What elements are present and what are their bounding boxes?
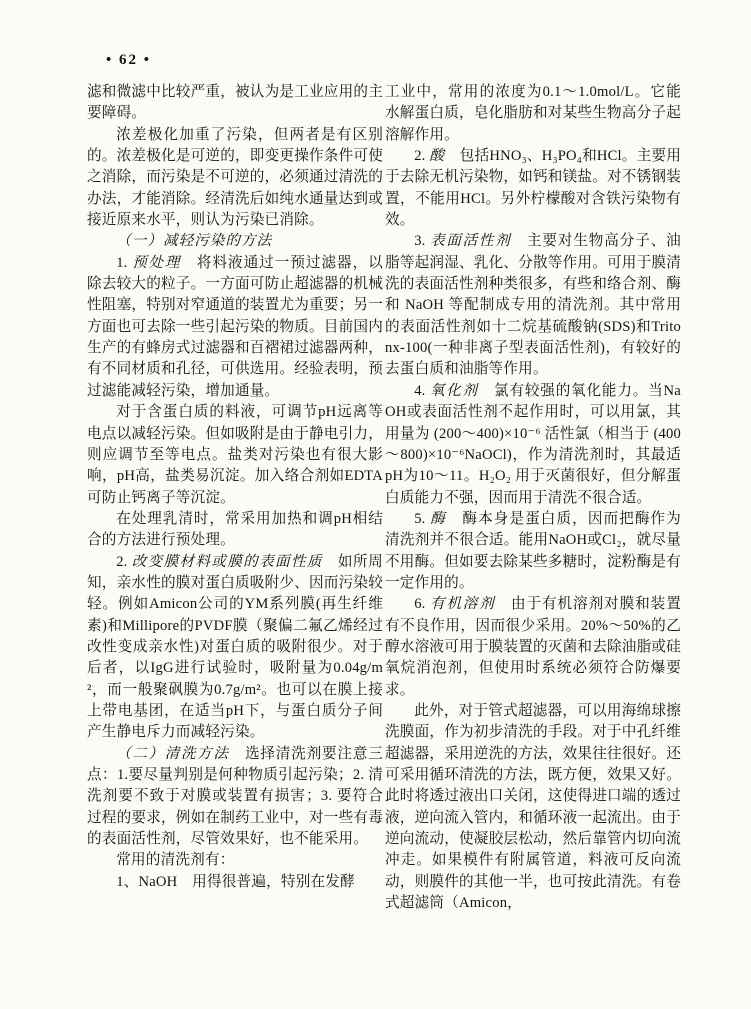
body-text: 滤和微滤中比较严重，被认为是工业应用的主要障碍。 — [87, 84, 383, 122]
body-text: 选择清洗剂要注意三点：1.要尽量判别是何种物质引起污染；2. 清洗剂要不致于对膜或装置有损害；3. 要符合过程的要求，例如在制药工业中，对一些有毒的表面活性剂，尽管效果好，也不能采用。 — [87, 745, 383, 848]
paragraph — [87, 125, 383, 232]
body-text: 2. — [414, 148, 430, 165]
paragraph — [385, 701, 681, 914]
body-text: 在处理乳清时，常采用加热和调pH相结合的方法进行预处理。 — [87, 510, 383, 549]
section-heading-text: 改变膜材料或膜的表面性质 — [131, 553, 323, 570]
paragraph — [87, 82, 383, 125]
body-text: 酶本身是蛋白质，因而把酶作为清洗剂并不很合适。能用NaOH或Cl₂，就尽量不用酶。但如要去除某些多糖时，淀粉酶是有一定作用的。 — [385, 510, 681, 591]
paragraph — [87, 402, 383, 509]
section-heading-text: 表面活性剂 — [430, 233, 512, 250]
section-heading-text: 酸 — [429, 148, 445, 165]
paragraph — [385, 381, 681, 509]
body-text: 主要对生物高分子、油脂等起润湿、乳化、分散等作用。可用于膜清洗的表面活性剂种类很多，有些和络合剂、酶和 NaOH 等配制成专用的清洗剂。其中常用的表面活性剂如十二烷基硫酸钠(SDS)和Tritonx-100(一种非离子型表面活性剂)，有较好的去蛋白质和油脂等作用。 — [385, 233, 681, 378]
section-heading-text: （二）清洗方法 — [116, 745, 230, 762]
paragraph — [87, 872, 383, 893]
text-column-left — [87, 82, 383, 893]
body-text: 1. — [116, 254, 133, 271]
paragraph — [385, 509, 681, 594]
body-text: 将料液通过一预过滤器，以除去较大的粒子。一方面可防止超滤器的机械性阻塞，特别对窄通道的装置尤为重要；另一方面也可去除一些引起污染的物质。目前国内生产的有蜂房式过滤器和百褶裙过滤器两种，有不同材质和孔径，可供选用。经验表明，预过滤能减轻污染，增加通量。 — [87, 254, 383, 399]
body-text: 常用的清洗剂有： — [116, 852, 235, 869]
paragraph — [87, 744, 383, 851]
paragraph — [385, 82, 681, 146]
body-text: 2. — [116, 553, 132, 570]
body-text: 工业中，常用的浓度为0.1～1.0mol/L。它能水解蛋白质，皂化脂肪和对某些生物高分子起溶解作用。 — [385, 84, 681, 143]
body-text: 4. — [414, 382, 430, 399]
text-column-right — [385, 82, 681, 914]
paragraph — [87, 231, 383, 252]
section-heading-text: （一）减轻污染的方法 — [116, 233, 273, 250]
body-text: 此外，对于管式超滤器，可以用海绵球擦洗膜面，作为初步清洗的手段。对于中孔纤维超滤器，采用逆洗的方法，效果往往很好。还可采用循环清洗的方法，既方便，效果又好。此时将透过液出口关闭，这使得进口端的透过液，逆向流入管内，和循环液一起流出。由于逆向流动，使凝胶层松动，然后靠管内切向流冲走。如果模件有附属管道，料液可反向流动，则膜件的其他一半，也可按此清洗。有卷式超滤筒（Amicon， — [385, 702, 681, 912]
section-heading-text: 有机溶剂 — [430, 596, 496, 613]
paragraph — [385, 231, 681, 380]
body-text: 3. — [414, 233, 431, 250]
paragraph — [87, 253, 383, 402]
body-text: 氯有较强的氧化能力。当NaOH或表面活性剂不起作用时，可以用氯，其用量为 (200～400)×10⁻⁶ 活性氯（相当于 (400～800)×10⁻⁶NaOCl)，作为清洗剂时，其最适pH为10～11。H₂O₂ 用于灭菌很好，但分解蛋白质能力不强，因而用于清洗不很合适。 — [385, 382, 681, 506]
paragraph — [87, 552, 383, 744]
section-heading-text: 预处理 — [132, 254, 182, 271]
body-text: 对于含蛋白质的料液，可调节pH远离等电点以减轻污染。但如吸附是由于静电引力，则应调节至等电点。盐类对污染也有很大影响，pH高，盐类易沉淀。加入络合剂如EDTA可防止钙离子等沉淀。 — [87, 404, 383, 506]
body-text: 浓差极化加重了污染，但两者是有区别的。浓差极化是可逆的，即变更操作条件可使之消除，而污染是不可逆的，必须通过清洗的办法，才能消除。经清洗后如纯水通量达到或接近原来水平，则认为污染已消除。 — [87, 126, 383, 229]
paragraph — [385, 594, 681, 701]
section-heading-text: 氧化剂 — [430, 382, 479, 399]
page-number: • 62 • — [106, 52, 152, 68]
paragraph — [87, 850, 383, 871]
body-text: 1、NaOH 用得很普遍，特别在发酵 — [116, 873, 355, 890]
paragraph — [87, 509, 383, 552]
body-text: 6. — [414, 596, 431, 613]
body-text: 由于有机溶剂对膜和装置有不良作用，因而很少采用。20%～50%的乙醇水溶液可用于膜装置的灭菌和去除油脂或硅氧烷消泡剂，但使用时系统必须符合防爆要求。 — [385, 596, 681, 698]
body-text: 5. — [414, 510, 431, 527]
body-text: 如所周知，亲水性的膜对蛋白质吸附少、因而污染较轻。例如Amicon公司的YM系列膜(再生纤维素)和Millipore的PVDF膜（聚偏二氟乙烯经过改性变成亲水性)对蛋白质的吸附很少。对于后者，以IgG进行试验时，吸附量为0.04g/m²，而一般聚砜膜为0.7g/m²。也可以在膜上接上带电基团，在适当pH下，与蛋白质分子间产生静电斥力而减轻污染。 — [87, 553, 383, 741]
paragraph — [385, 146, 681, 231]
body-text: 包括HNO₃、H₃PO₄和HCl。主要用于去除无机污染物，如钙和镁盐。对不锈钢装置，不能用HCl。另外柠檬酸对含铁污染物有效。 — [385, 148, 681, 229]
section-heading-text: 酶 — [430, 510, 447, 527]
